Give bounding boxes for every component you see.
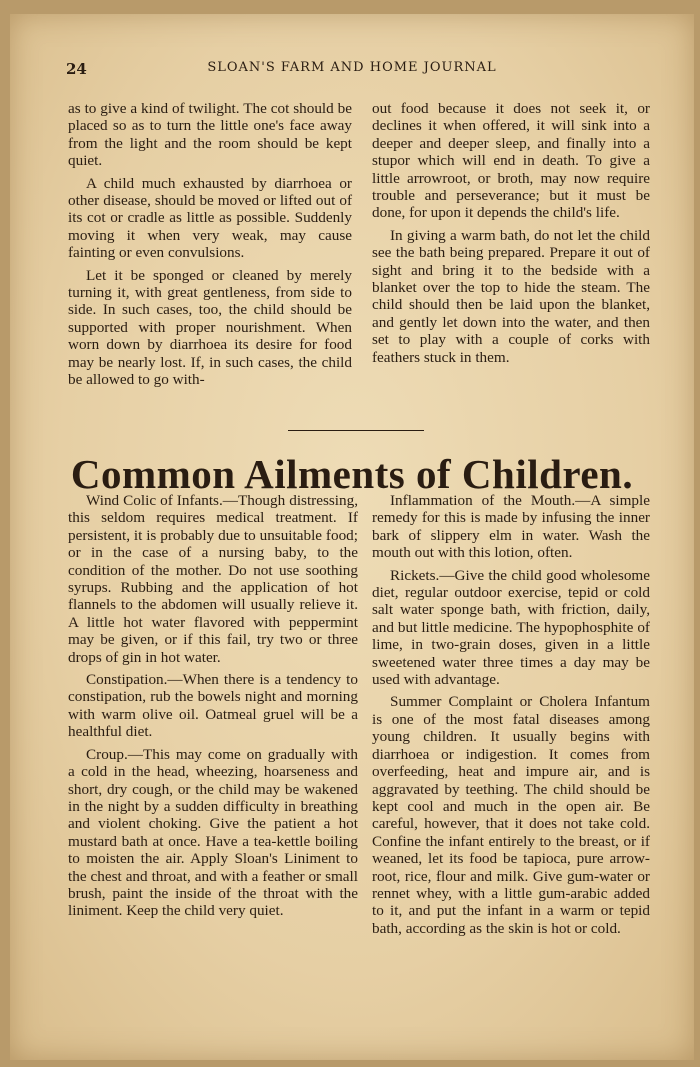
ailment-paragraph: Wind Colic of Infants.—Though distressing, this seldom requires medical treatment. If persistent, it is probably due to unsuitable food; or in the case of a nursing baby, to the condition of the mother. Do not use soothing syrups. Rubbing and the application of hot flannels to the abdomen will usually relieve it. A little hot water flavored with peppermint may be given, or if this fail, try two or three drops of gin in hot water.: [68, 492, 358, 666]
ailment-paragraph: Croup.—This may come on gradually with a cold in the head, wheezing, hoarseness and short, dry cough, or the child may be wakened in the night by a sudden difficulty in breathing and violent choking. Give the patient a hot mustard bath at once. Have a tea-kettle boiling to moisten the air. Apply Sloan's Liniment to the chest and throat, and with a feather or small brush, paint the inside of the throat with the liniment. Keep the child very quiet.: [68, 745, 358, 920]
journal-page: [10, 14, 694, 1060]
ailment-paragraph: Summer Complaint or Cholera Infantum is one of the most fatal diseases among young children. It usually begins with diarrhoea or indigestion. It comes from overfeeding, heat and impure air, and is aggravated by teething. The child should be kept cool and much in the open air. Be careful, however, that it does not take cold. Confine the infant entirely to the breast, or if weaned, let its food be tapioca, pure arrow-root, rice, flour and milk. Give gum-water or rennet whey, with a little gum-arabic added to it, and put the infant in a warm or tepid bath, according as the skin is hot or cold.: [372, 693, 650, 937]
section-divider: [288, 430, 424, 431]
ailments-column-right: [372, 492, 650, 942]
paragraph: A child much exhausted by diarrhoea or other disease, should be moved or lifted out of its cot or cradle as little as possible. Suddenly moving it when very weak, may cause fainting or even convulsions.: [68, 174, 352, 262]
article-column-right: [372, 100, 650, 371]
article-column-left: [68, 100, 352, 394]
paragraph: as to give a kind of twilight. The cot should be placed so as to turn the little one's face away from the light and the room should be kept quiet.: [68, 100, 352, 170]
ailment-paragraph: Inflammation of the Mouth.—A simple remedy for this is made by infusing the inner bark of slippery elm in water. Wash the mouth out with this lotion, often.: [372, 492, 650, 562]
page-number: 24: [66, 60, 87, 78]
running-head: SLOAN'S FARM AND HOME JOURNAL: [207, 60, 497, 75]
section-title: Common Ailments of Children.: [70, 451, 634, 497]
paragraph: out food because it does not seek it, or declines it when offered, it will sink into a deeper and deeper sleep, and finally into a stupor which will end in death. To give a little arrowroot, or broth, may now require trouble and perseverance; but it must be done, for upon it depends the child's life.: [372, 100, 650, 222]
ailment-paragraph: Constipation.—When there is a tendency to constipation, rub the bowels night and morning with warm olive oil. Oatmeal gruel will be a healthful diet.: [68, 671, 358, 741]
ailments-column-left: [68, 492, 358, 925]
paragraph: Let it be sponged or cleaned by merely turning it, with great gentleness, from side to side. In such cases, too, the child should be supported with proper nourishment. When worn down by diarrhoea its desire for food may be nearly lost. If, in such cases, the child be allowed to go with-: [68, 266, 352, 389]
paragraph: In giving a warm bath, do not let the child see the bath being prepared. Prepare it out of sight and bring it to the bedside with a blanket over the top to hide the steam. The child should then be laid upon the blanket, and gently let down into the water, and then set to play with a couple of corks with feathers stuck in them.: [372, 226, 650, 366]
ailment-paragraph: Rickets.—Give the child good wholesome diet, regular outdoor exercise, tepid or cold salt water sponge bath, with friction, daily, and but little medicine. The hypophosphite of lime, in two-grain doses, given in a little sweetened water three times a day may be used with advantage.: [372, 566, 650, 689]
